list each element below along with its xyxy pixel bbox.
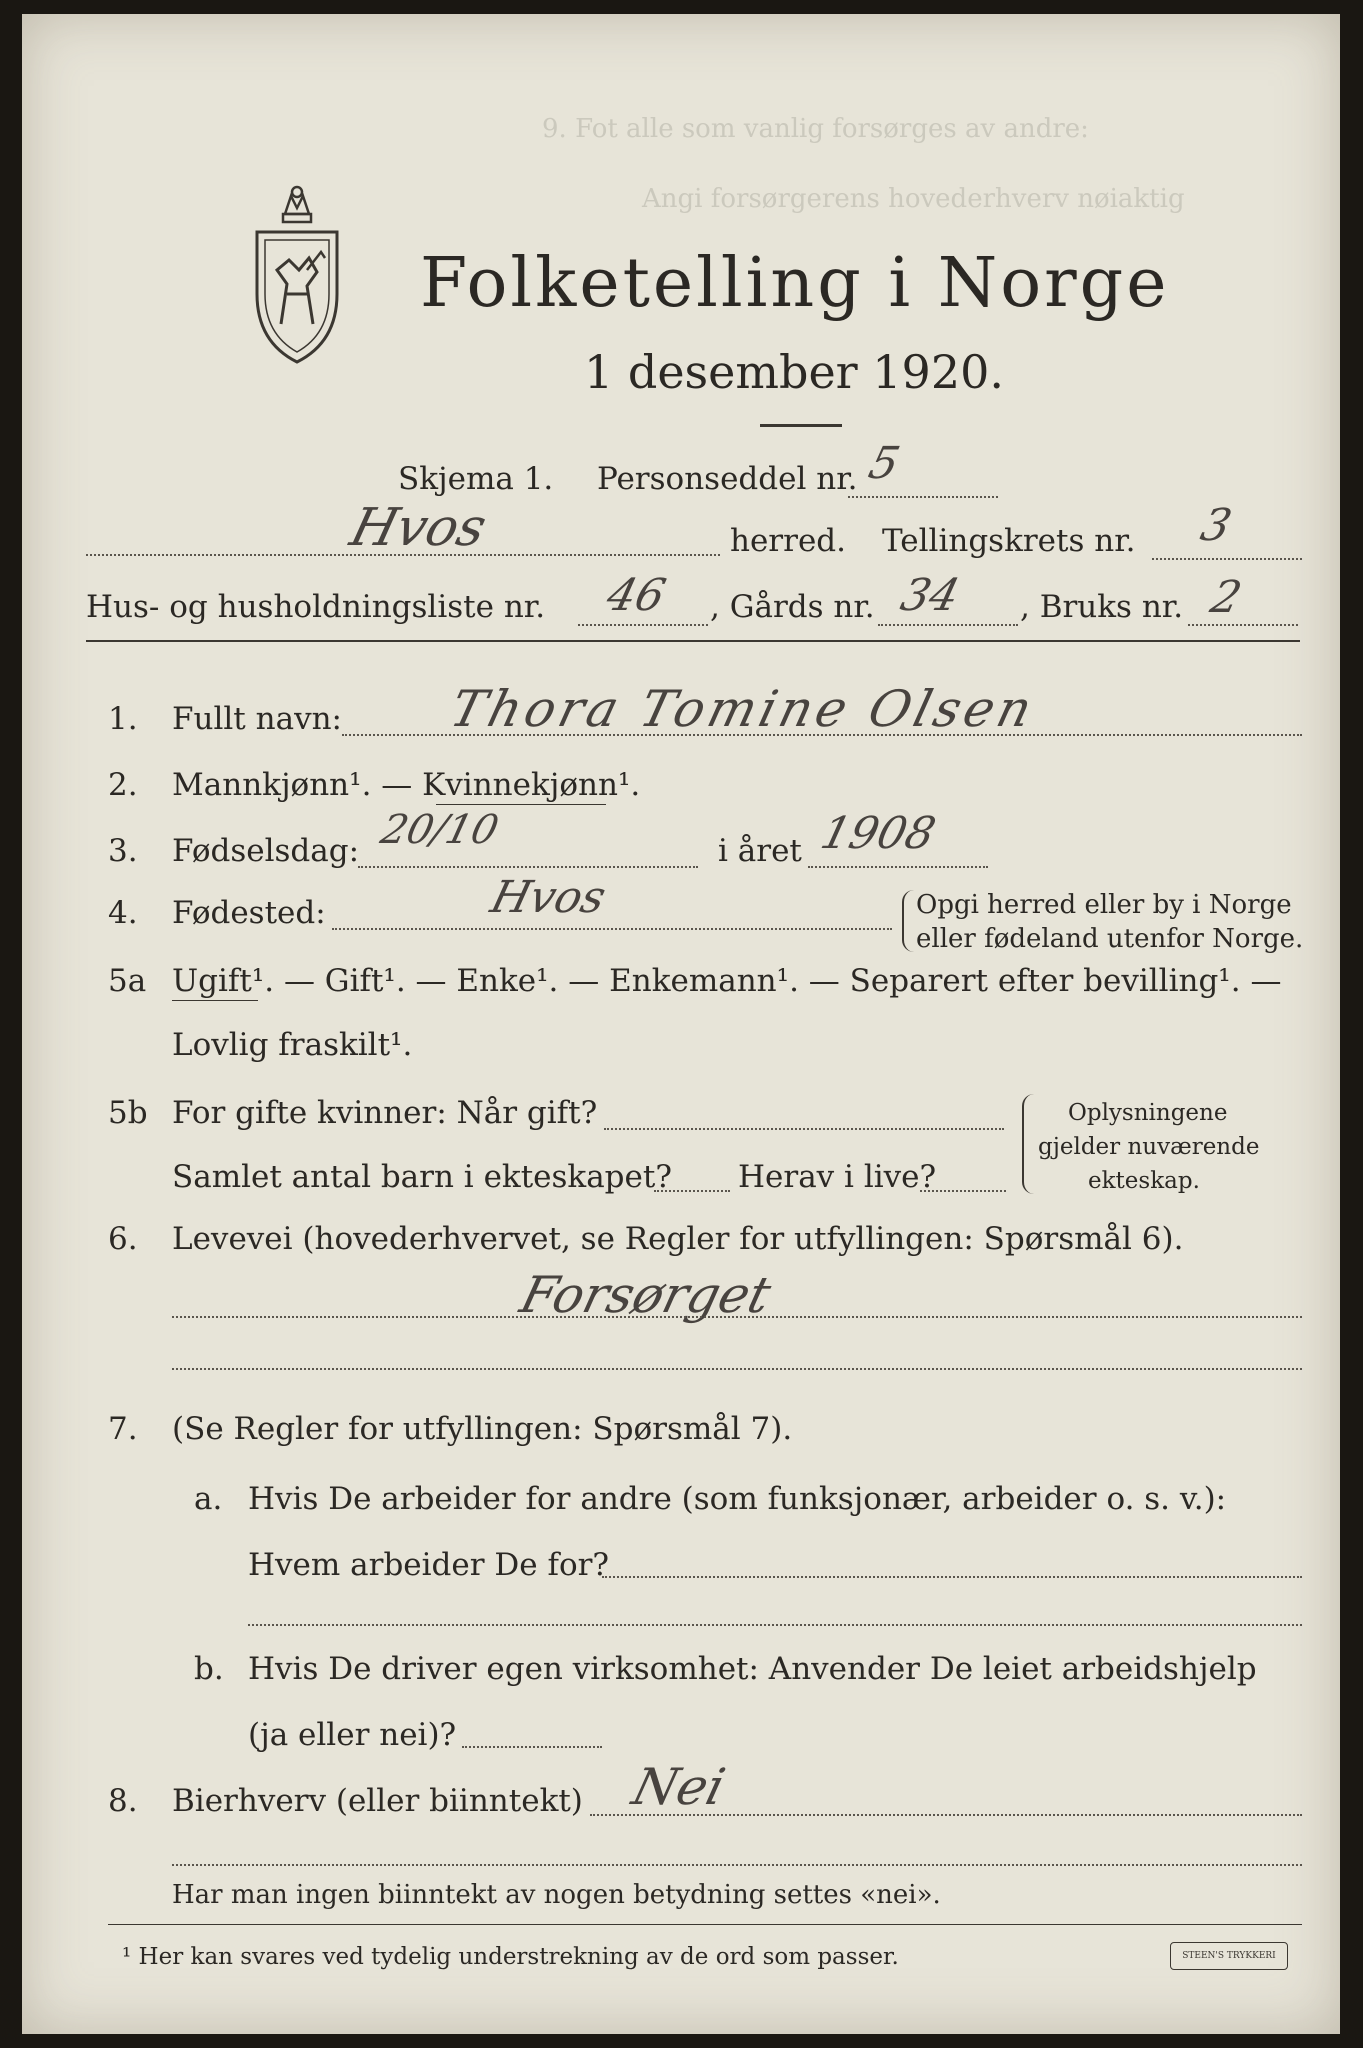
q3-number: 3. — [108, 833, 138, 869]
q1-number: 1. — [108, 701, 138, 737]
full-name-value: Thora Tomine Olsen — [444, 680, 1042, 738]
q7a-number: a. — [194, 1481, 223, 1517]
footnote: ¹ Her kan svares ved tydelig understrekning av de ord som passer. — [122, 1944, 899, 1970]
gender-options: Mannkjønn¹. — Kvinnekjønn¹. — [172, 767, 641, 803]
marriage-note-1: Oplysningene — [1068, 1100, 1228, 1126]
q2-number: 2. — [108, 767, 138, 803]
marriage-note-2: gjelder nuværende — [1038, 1134, 1260, 1160]
children-label: Samlet antal barn i ekteskapet? — [172, 1159, 672, 1195]
personseddel-value: 5 — [863, 438, 905, 489]
q5b-number: 5b — [108, 1095, 148, 1131]
norway-coat-of-arms-icon — [247, 174, 347, 374]
q6-number: 6. — [108, 1221, 138, 1257]
tellingskrets-label: Tellingskrets nr. — [882, 523, 1136, 559]
hired-help-label: (ja eller nei)? — [248, 1717, 457, 1753]
income-note: Har man ingen biinntekt av nogen betydning settes «nei». — [172, 1880, 941, 1910]
birthplace-note-1: Opgi herred eller by i Norge — [916, 890, 1292, 920]
q7b-label: Hvis De driver egen virksomhet: Anvender De leiet arbeidshjelp — [248, 1651, 1257, 1687]
year-label: i året — [718, 833, 802, 869]
header-divider — [86, 640, 1300, 642]
form-title: Folketelling i Norge — [420, 244, 1170, 323]
marital-status-options-2: Lovlig fraskilt¹. — [172, 1027, 413, 1063]
bleed-through-text: Angi forsørgerens hovederhverv nøiaktig — [642, 184, 1185, 214]
gards-label: , Gårds nr. — [710, 589, 875, 625]
side-income-value: Nei — [626, 1758, 731, 1816]
hus-label: Hus- og husholdningsliste nr. — [86, 589, 546, 625]
tellingskrets-value: 3 — [1195, 500, 1237, 551]
birth-date-value: 20/10 — [376, 807, 504, 853]
printer-stamp: STEEN'S TRYKKERI — [1170, 1942, 1288, 1970]
q8-number: 8. — [108, 1783, 138, 1819]
q4-label: Fødested: — [172, 895, 326, 931]
occupation-label: Levevei (hovederhvervet, se Regler for utfyllingen: Spørsmål 6). — [172, 1221, 1184, 1257]
birthplace-note-2: eller fødeland utenfor Norge. — [916, 924, 1304, 954]
bruks-value: 2 — [1205, 572, 1247, 623]
schema-label: Skjema 1. — [398, 461, 554, 497]
gender-underline — [436, 804, 606, 805]
footer-divider — [108, 1924, 1302, 1925]
married-when-label: For gifte kvinner: Når gift? — [172, 1095, 598, 1131]
herred-label: herred. — [730, 523, 846, 559]
q7a-label: Hvis De arbeider for andre (som funksjonær, arbeider o. s. v.): — [248, 1481, 1227, 1517]
occupation-value: Forsørget — [514, 1266, 777, 1324]
personseddel-label: Personseddel nr. — [597, 461, 858, 497]
q7-number: 7. — [108, 1411, 138, 1447]
q1-label: Fullt navn: — [172, 701, 342, 737]
q3-label: Fødselsdag: — [172, 833, 360, 869]
q5a-number: 5a — [108, 963, 147, 999]
herred-value: Hvos — [344, 498, 493, 558]
marriage-note-3: ekteskap. — [1088, 1168, 1200, 1194]
form-date: 1 desember 1920. — [584, 345, 1004, 399]
bleed-through-text: 9. Fot alle som vanlig forsørges av andre: — [542, 114, 1089, 144]
birthplace-value: Hvos — [485, 872, 611, 923]
birth-year-value: 1908 — [815, 808, 941, 859]
q4-number: 4. — [108, 895, 138, 931]
q7b-number: b. — [194, 1651, 224, 1687]
bruks-label: , Bruks nr. — [1020, 589, 1184, 625]
title-divider — [760, 424, 842, 427]
census-form — [22, 14, 1340, 2034]
q7-label: (Se Regler for utfyllingen: Spørsmål 7). — [172, 1411, 793, 1447]
marital-underline — [172, 1000, 258, 1001]
marital-status-options: Ugift¹. — Gift¹. — Enke¹. — Enkemann¹. — Separert efter bevilling¹. — — [172, 963, 1282, 999]
alive-label: Herav i live? — [738, 1159, 937, 1195]
employer-label: Hvem arbeider De for? — [248, 1547, 610, 1583]
hus-value: 46 — [601, 570, 671, 621]
side-income-label: Bierhverv (eller biinntekt) — [172, 1783, 583, 1819]
gards-value: 34 — [895, 570, 965, 621]
